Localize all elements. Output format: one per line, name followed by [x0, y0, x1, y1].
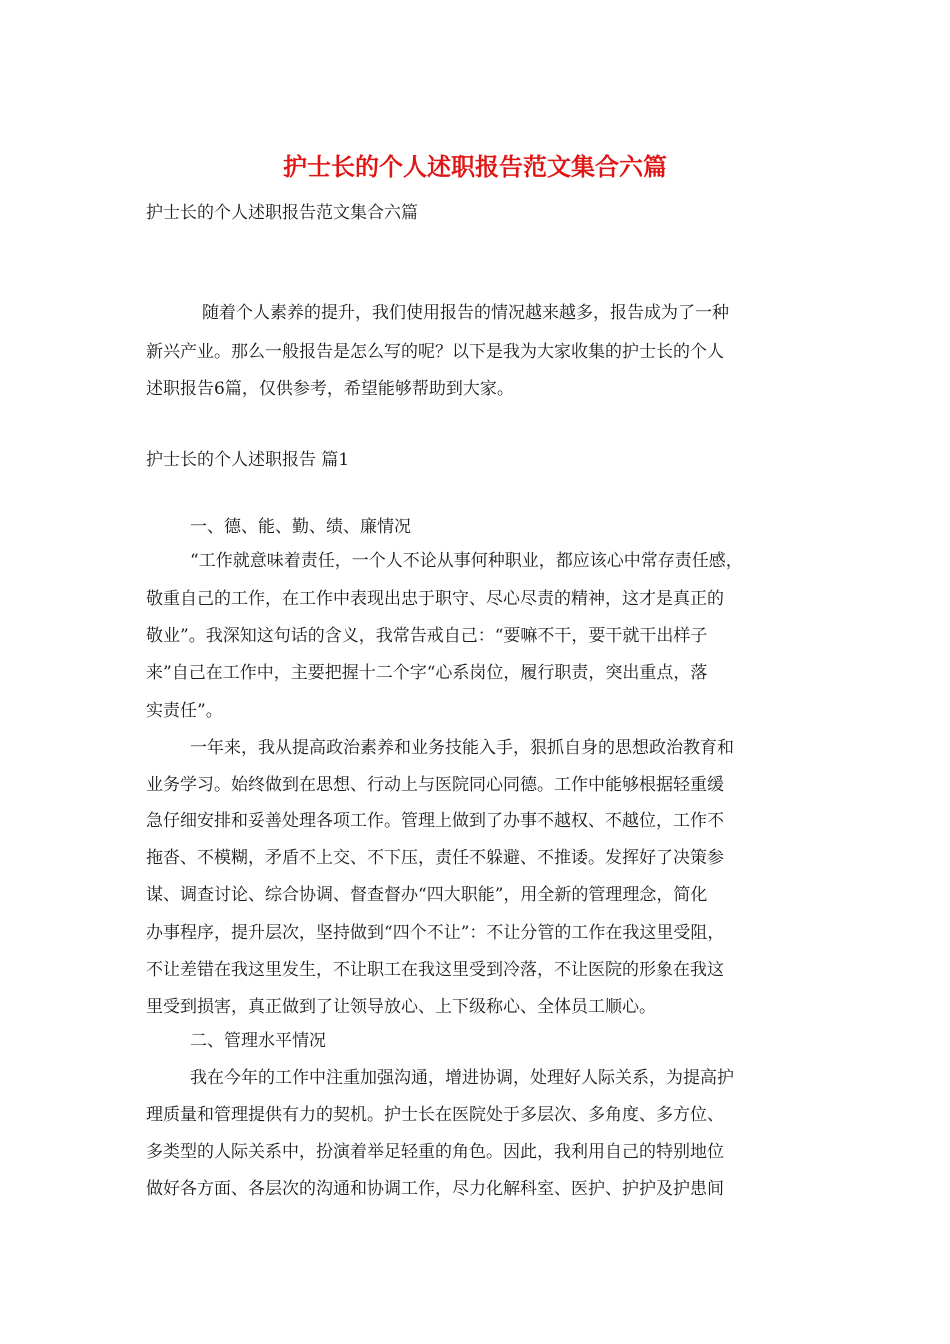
intro-line: 述职报告6篇，仅供参考，希望能够帮助到大家。 — [146, 379, 514, 399]
body-line: 我在今年的工作中注重加强沟通，增进协调，处理好人际关系，为提高护 — [190, 1068, 734, 1088]
body-line: 谋、调查讨论、综合协调、督查督办“四大职能”，用全新的管理理念，简化 — [146, 885, 708, 905]
body-line: “工作就意味着责任，一个人不论从事何种职业，都应该心中常存责任感， — [190, 551, 743, 571]
body-line: 拖沓、不模糊，矛盾不上交、不下压，责任不躲避、不推诿。发挥好了决策参 — [146, 848, 724, 868]
body-line: 一年来，我从提高政治素养和业务技能入手，狠抓自身的思想政治教育和 — [190, 738, 734, 758]
body-line: 来”自己在工作中，主要把握十二个字“心系岗位，履行职责，突出重点，落 — [146, 663, 708, 683]
body-line: 实责任”。 — [146, 701, 223, 721]
body-line: 业务学习。始终做到在思想、行动上与医院同心同德。工作中能够根据轻重缓 — [146, 775, 724, 795]
body-line: 里受到损害，真正做到了让领导放心、上下级称心、全体员工顺心。 — [146, 997, 656, 1017]
document-subtitle: 护士长的个人述职报告范文集合六篇 — [146, 203, 418, 223]
intro-line: 随着个人素养的提升，我们使用报告的情况越来越多，报告成为了一种 — [202, 303, 729, 323]
body-line: 敬业”。我深知这句话的含义，我常告戒自己：“要嘛不干，要干就干出样子 — [146, 626, 708, 646]
intro-line: 新兴产业。那么一般报告是怎么写的呢？以下是我为大家收集的护士长的个人 — [146, 342, 724, 362]
body-line: 不让差错在我这里发生，不让职工在我这里受到冷落，不让医院的形象在我这 — [146, 960, 724, 980]
body-line: 理质量和管理提供有力的契机。护士长在医院处于多层次、多角度、多方位、 — [146, 1105, 724, 1125]
document-title: 护士长的个人述职报告范文集合六篇 — [283, 152, 667, 181]
body-line: 办事程序，提升层次，坚持做到“四个不让”：不让分管的工作在我这里受阻， — [146, 923, 725, 943]
body-line: 敬重自己的工作，在工作中表现出忠于职守、尽心尽责的精神，这才是真正的 — [146, 589, 724, 609]
article-heading: 护士长的个人述职报告 篇1 — [146, 450, 350, 470]
section-heading-1: 一、德、能、勤、绩、廉情况 — [190, 517, 411, 537]
section-heading-2: 二、管理水平情况 — [190, 1031, 326, 1051]
body-line: 急仔细安排和妥善处理各项工作。管理上做到了办事不越权、不越位，工作不 — [146, 811, 724, 831]
body-line: 做好各方面、各层次的沟通和协调工作，尽力化解科室、医护、护护及护患间 — [146, 1179, 724, 1199]
body-line: 多类型的人际关系中，扮演着举足轻重的角色。因此，我利用自己的特别地位 — [146, 1142, 724, 1162]
